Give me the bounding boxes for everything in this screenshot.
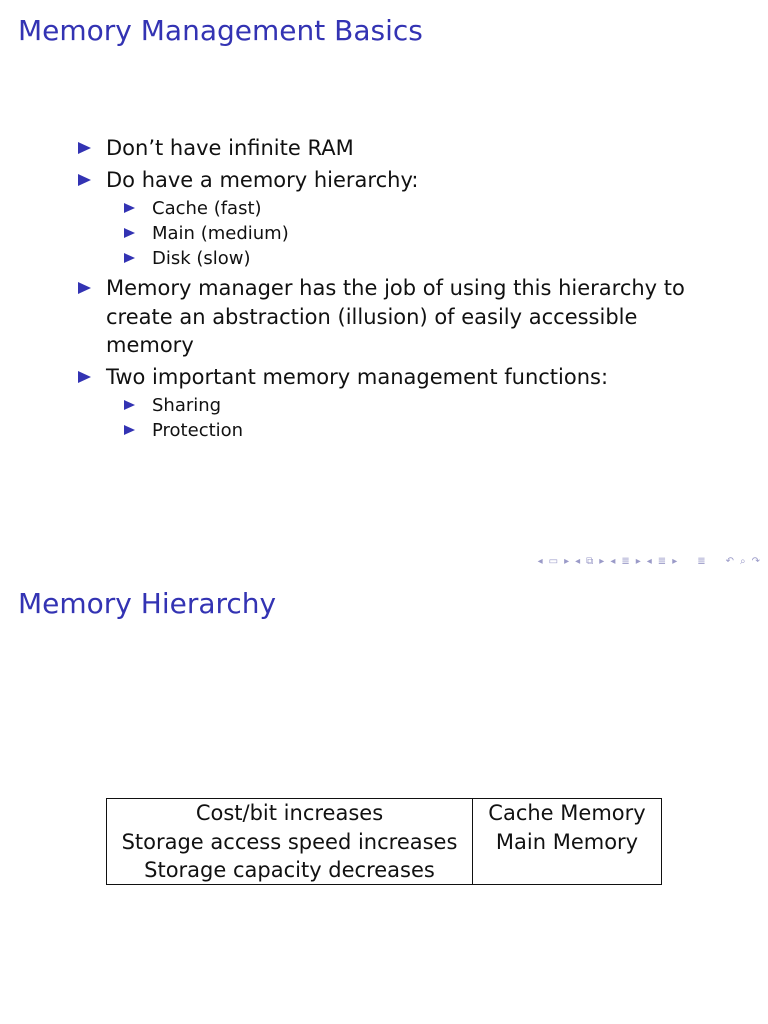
nav-next-part-icon[interactable]: ▸ xyxy=(672,556,678,567)
property-line: Storage access speed increases xyxy=(121,829,458,854)
sub-bullet-list xyxy=(106,196,718,271)
nav-next-icon[interactable]: ▸ xyxy=(564,556,570,567)
nav-next-section-icon[interactable]: ▸ xyxy=(635,556,641,567)
hierarchy-levels-cell xyxy=(473,799,661,884)
sub-bullet-item: Cache (fast) xyxy=(124,196,718,221)
sub-bullet-item: Protection xyxy=(124,418,718,443)
slide-memory-hierarchy xyxy=(0,575,768,1024)
property-line: Storage capacity decreases xyxy=(144,858,435,882)
bullet-text: Two important memory management functions: xyxy=(106,364,609,389)
part-icon[interactable]: ≣ xyxy=(657,556,667,567)
beamer-navigation-bar xyxy=(538,556,760,568)
bullet-text: Do have a memory hierarchy: xyxy=(106,167,419,192)
bullet-item xyxy=(78,274,718,360)
forward-icon[interactable]: ↷ xyxy=(751,556,760,567)
sub-bullet-item: Main (medium) xyxy=(124,221,718,246)
slide-title: Memory Management Basics xyxy=(18,14,423,47)
nav-prev-subsection-icon[interactable]: ◂ xyxy=(575,556,581,567)
memory-level: Main Memory xyxy=(495,829,639,854)
hierarchy-table xyxy=(106,798,662,885)
bullet-text: Memory manager has the job of using this hierarchy to create an abstraction (illusion) of easily accessible memory xyxy=(106,276,685,357)
property-line: Cost/bit increases xyxy=(195,801,384,825)
memory-level: Cache Memory xyxy=(488,801,646,825)
nav-next-subsection-icon[interactable]: ▸ xyxy=(599,556,605,567)
slide-title: Memory Hierarchy xyxy=(18,587,277,620)
subsection-icon[interactable]: ⧉ xyxy=(586,556,594,567)
frame-icon[interactable]: ▭ xyxy=(548,556,559,567)
nav-prev-icon[interactable]: ◂ xyxy=(537,556,543,567)
bullet-item xyxy=(78,134,718,163)
bullet-text: Don’t have infinite RAM xyxy=(106,136,354,160)
doc-icon[interactable]: ≣ xyxy=(697,556,706,567)
bullet-item xyxy=(78,363,718,444)
section-icon[interactable]: ≣ xyxy=(621,556,630,567)
bullet-item xyxy=(78,166,718,272)
nav-prev-part-icon[interactable]: ◂ xyxy=(646,556,652,567)
bullet-list xyxy=(78,134,718,446)
sub-bullet-item: Sharing xyxy=(124,393,718,418)
sub-bullet-list xyxy=(106,393,718,443)
nav-prev-section-icon[interactable]: ◂ xyxy=(610,556,616,567)
sub-bullet-item: Disk (slow) xyxy=(124,246,718,271)
back-icon[interactable]: ↶ xyxy=(725,556,734,567)
search-icon[interactable]: ⌕ xyxy=(740,556,746,567)
hierarchy-properties-cell xyxy=(107,799,473,884)
